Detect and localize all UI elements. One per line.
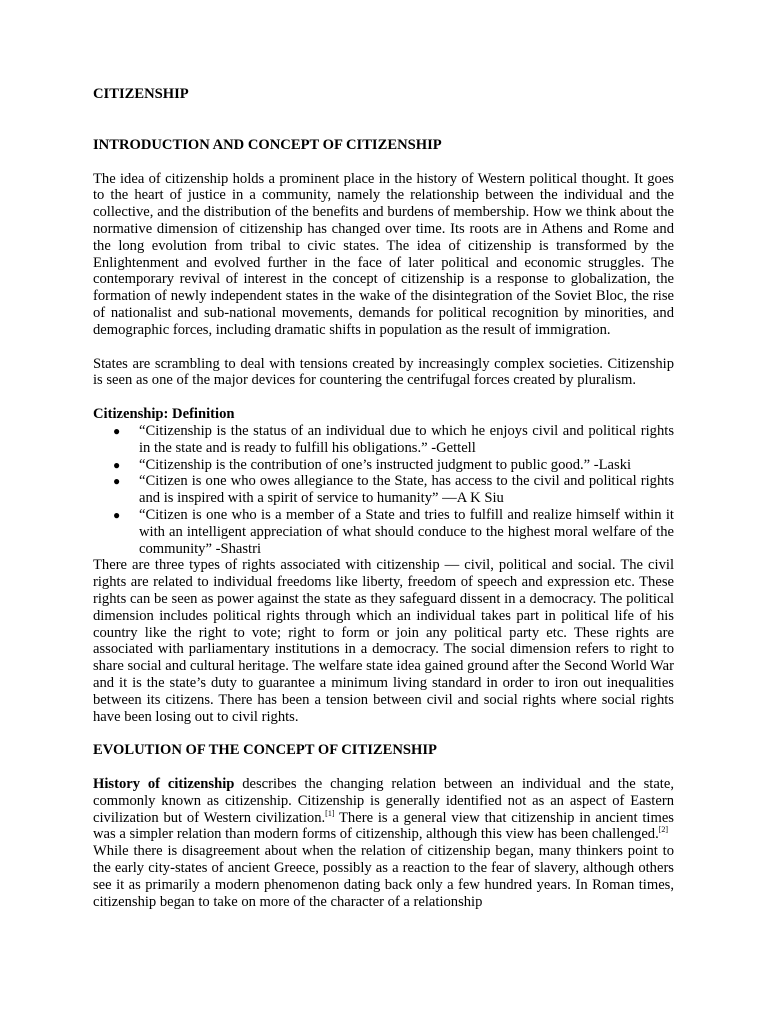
bullet-icon: ● <box>113 507 121 522</box>
introduction-paragraph: The idea of citizenship holds a prominent place in the history of Western political thought. It goes to the heart of justice in a community, namely the relationship between the individual and the collective, and the distribution of the benefits and burdens of membership. How we think about the normative dimension of citizenship has changed over time. Its roots are in Athens and Rome and the long evolution from tribal to civic states. The idea of citizenship is transformed by the Enlightenment and evolved further in the face of later political and economic struggles. The contemporary revival of interest in the concept of citizenship is a response to globalization, the formation of newly independent states in the wake of the disintegration of the Soviet Bloc, the rise of nationalist and sub-national movements, demands for political recognition by minorities, and demographic forces, including dramatic shifts in population as the result of immigration. <box>93 170 674 338</box>
section-heading-introduction: INTRODUCTION AND CONCEPT OF CITIZENSHIP <box>93 136 442 153</box>
history-lead-term: History of citizenship <box>93 776 235 793</box>
states-paragraph: States are scrambling to deal with tensions created by increasingly complex societies. Citizenship is seen as one of the major devices for countering the centrifugal forces created by pluralism. <box>93 355 674 389</box>
definition-item <box>93 507 674 557</box>
bullet-icon: ● <box>113 474 121 489</box>
definition-text: “Citizenship is the contribution of one’s instructed judgment to public good.” -Laski <box>139 456 632 473</box>
bullet-icon: ● <box>113 423 121 438</box>
footnote-reference-2[interactable]: [2] <box>658 825 669 835</box>
document-page <box>93 86 674 910</box>
history-text-part2: There is a general view that citizenship in ancient times was a simpler relation than modern forms of citizenship, although this view has been challenged. <box>93 809 674 843</box>
definition-item <box>93 457 674 474</box>
origin-paragraph: While there is disagreement about when the relation of citizenship began, many thinkers point to the early city-states of ancient Greece, possibly as a reaction to the fear of slavery, although others see it as primarily a modern phenomenon dating back only a few hundred years. In Roman times, citizenship began to take on more of the character of a relationship <box>93 843 674 910</box>
footnote-reference-1[interactable]: [1] <box>325 808 335 818</box>
history-paragraph <box>93 776 674 843</box>
section-heading-evolution: EVOLUTION OF THE CONCEPT OF CITIZENSHIP <box>93 742 437 759</box>
definition-heading: Citizenship: Definition <box>93 406 235 423</box>
history-text-part1: describes the changing relation between an individual and the state, commonly known as citizenship. Citizenship is generally identified not as an aspect of Eastern civilization but of Western civilization. <box>93 776 674 826</box>
definition-item <box>93 423 674 457</box>
definition-text: “Citizen is one who is a member of a State and tries to fulfill and realize himself within it with an intelligent appreciation of what should conduce to the highest moral welfare of the community” -Shastri <box>139 506 674 557</box>
definition-item <box>93 473 674 507</box>
definition-text: “Citizenship is the status of an individual due to which he enjoys civil and political rights in the state and is ready to fulfill his obligations.” -Gettell <box>139 422 674 456</box>
document-title: CITIZENSHIP <box>93 86 189 102</box>
rights-paragraph: There are three types of rights associated with citizenship — civil, political and social. The civil rights are related to individual freedoms like liberty, freedom of speech and expression etc. These rights can be seen as power against the state as they safeguard dissent in a democracy. The political dimension includes political rights through which an individual takes part in political life of his country like the right to vote; right to form or join any political party etc. These rights are associated with parliamentary institutions in a democracy. The social dimension refers to right to share social and cultural heritage. The welfare state idea gained ground after the Second World War and it is the state’s duty to guarantee a minimum living standard in order to iron out inequalities between its citizens. There has been a tension between civil and social rights where social rights have been losing out to civil rights. <box>93 557 674 725</box>
bullet-icon: ● <box>113 457 121 472</box>
definition-text: “Citizen is one who owes allegiance to the State, has access to the civil and political rights and is inspired with a spirit of service to humanity” —A K Siu <box>139 473 674 507</box>
definition-list <box>93 423 674 557</box>
